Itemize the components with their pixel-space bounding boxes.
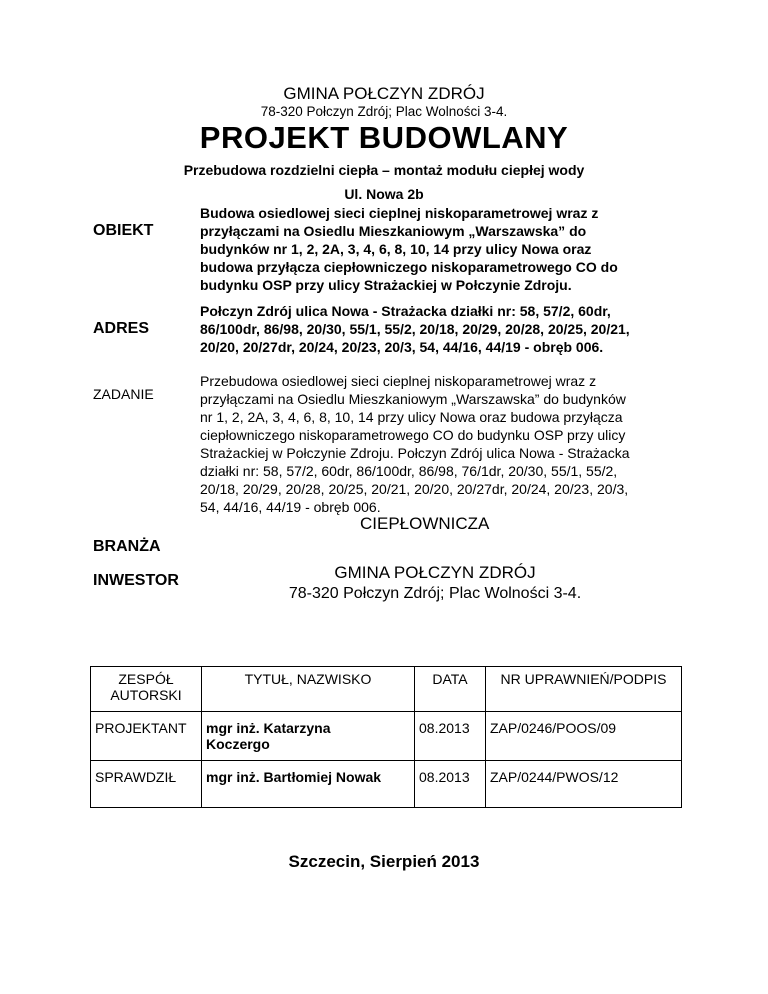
table-row [91,761,682,808]
obiekt-line: przyłączami na Osiedlu Mieszkaniowym „Warszawska” do [200,223,587,239]
inwestor-label: INWESTOR [93,572,179,589]
name-cell: mgr inż. Katarzyna Koczergo [202,712,415,761]
adres-text [200,302,680,356]
date-cell: 08.2013 [415,712,486,761]
zadanie-line: ciepłowniczego niskoparametrowego CO do budynku OSP przy ulicy [200,427,626,443]
obiekt-line: budynku OSP przy ulicy Strażackiej w Połczynie Zdroju. [200,277,572,293]
inwestor-name: GMINA POŁCZYN ZDRÓJ [334,563,536,582]
inwestor-address: 78-320 Połczyn Zdrój; Plac Wolności 3-4. [288,585,582,602]
obiekt-text [200,204,670,294]
license-cell: ZAP/0244/PWOS/12 [486,761,682,808]
zadanie-line: działki nr: 58, 57/2, 60dr, 86/100dr, 86/98, 76/1dr, 20/30, 55/1, 55/2, [200,463,618,479]
zadanie-line: 54, 44/16, 44/19 - obręb 006. [200,499,381,515]
zadanie-label: ZADANIE [93,386,154,402]
header-gmina: GMINA POŁCZYN ZDRÓJ [283,84,485,103]
authors-table-header [91,667,682,712]
obiekt-line: Budowa osiedlowej sieci cieplnej niskoparametrowej wraz z [200,205,599,221]
zadanie-line: 20/18, 20/29, 20/28, 20/25, 20/21, 20/20, 20/27dr, 20/24, 20/23, 20/3, [200,481,629,497]
document-subtitle: Przebudowa rozdzielni ciepła – montaż modułu ciepłej wody [183,162,585,178]
header-cell-date: DATA [415,667,486,712]
header-address: 78-320 Połczyn Zdrój; Plac Wolności 3-4. [260,104,508,119]
zadanie-line: Strażackiej w Połczynie Zdroju. Połczyn Zdrój ulica Nowa - Strażacka [200,445,630,461]
authors-table [90,666,682,808]
license-cell: ZAP/0246/POOS/09 [486,712,682,761]
document-street: Ul. Nowa 2b [344,186,424,202]
obiekt-line: budowa przyłącza ciepłowniczego niskoparametrowego CO do [200,259,618,275]
role-cell: PROJEKTANT [91,712,202,761]
adres-label: ADRES [93,320,150,337]
branza-value: CIEPŁOWNICZA [360,514,490,533]
adres-line: 20/20, 20/27dr, 20/24, 20/23, 20/3, 54, 44/16, 44/19 - obręb 006. [200,339,604,355]
header-cell-name: TYTUŁ, NAZWISKO [202,667,415,712]
adres-line: 86/100dr, 86/98, 20/30, 55/1, 55/2, 20/18, 20/29, 20/28, 20/25, 20/21, [200,321,630,337]
header-cell-team: ZESPÓŁ AUTORSKI [91,667,202,712]
obiekt-line: budynków nr 1, 2, 2A, 3, 4, 6, 8, 10, 14 przy ulicy Nowa oraz [200,241,592,257]
zadanie-line: przyłączami na Osiedlu Mieszkaniowym „Warszawska” do budynków [200,391,626,407]
branza-label: BRANŻA [93,538,161,555]
date-cell: 08.2013 [415,761,486,808]
role-cell: SPRAWDZIŁ [91,761,202,808]
header-cell-license: NR UPRAWNIEŃ/PODPIS [486,667,682,712]
table-row [91,712,682,761]
zadanie-line: nr 1, 2, 2A, 3, 4, 6, 8, 10, 14 przy ulicy Nowa oraz budowa przyłącza [200,409,623,425]
zadanie-text [200,372,670,516]
name-cell: mgr inż. Bartłomiej Nowak [202,761,415,808]
document-title: PROJEKT BUDOWLANY [199,120,569,155]
obiekt-label: OBIEKT [93,222,154,239]
footer-place-date: Szczecin, Sierpień 2013 [288,852,480,871]
adres-line: Połczyn Zdrój ulica Nowa - Strażacka działki nr: 58, 57/2, 60dr, [200,303,611,319]
zadanie-line: Przebudowa osiedlowej sieci cieplnej niskoparametrowej wraz z [200,373,597,389]
